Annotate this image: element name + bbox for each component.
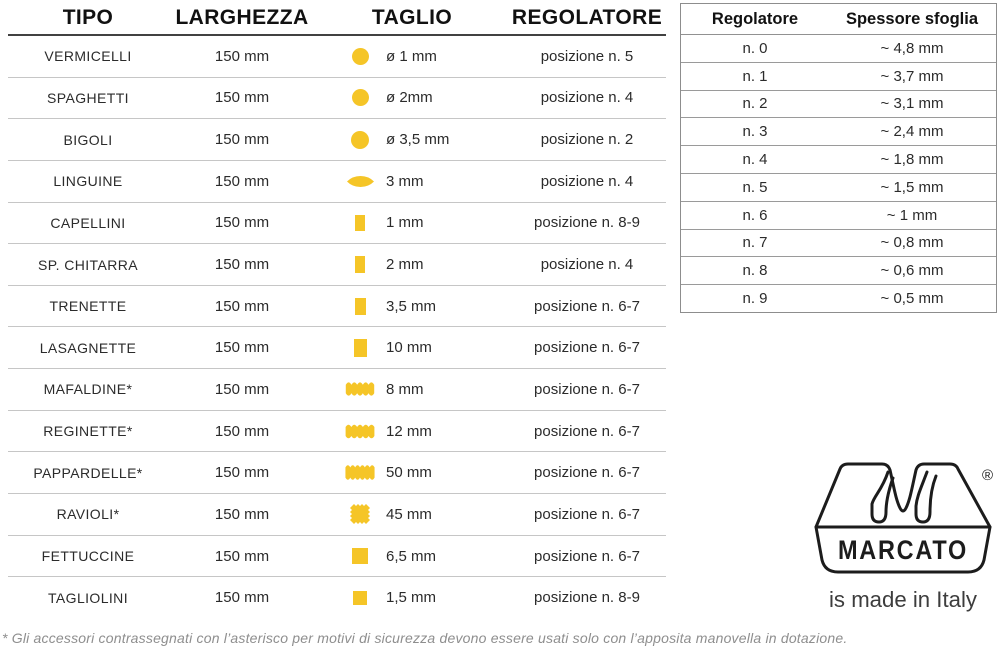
header-regolatore-col: Regolatore [711,9,799,28]
logo-registered-mark: ® [982,467,994,484]
pasta-type-cell: VERMICELLI [44,48,132,65]
taglio-shape-icon [342,587,378,609]
regolatore-position-cell: posizione n. 8-9 [534,589,640,607]
taglio-shape-icon [342,335,378,361]
regolatore-position-cell: posizione n. 6-7 [534,422,640,440]
pasta-table-body [8,36,666,618]
pasta-width-cell: 150 mm [214,131,270,149]
pasta-type-cell: MAFALDINE* [43,381,133,398]
pasta-width-cell: 150 mm [214,47,270,65]
regolatore-table [680,3,997,313]
pasta-table [8,2,666,618]
regolatore-position-cell: posizione n. 6-7 [534,297,640,315]
pasta-row [8,327,666,369]
regolatore-row [681,230,996,258]
regolatore-number-cell: n. 8 [742,262,768,280]
taglio-cell [316,44,508,69]
regolatore-number-cell: n. 5 [742,178,768,196]
regolatore-row [681,146,996,174]
regolatore-position-cell: posizione n. 6-7 [534,547,640,565]
pasta-row [8,577,666,618]
pasta-width-cell: 150 mm [214,505,270,523]
regolatore-row [681,91,996,119]
taglio-size-label: 12 mm [386,422,432,440]
pasta-width-cell: 150 mm [214,297,270,315]
regolatore-number-cell: n. 3 [742,123,768,141]
taglio-cell [316,544,508,568]
pasta-type-cell: RAVIOLI* [56,506,120,523]
logo-tagline: is made in Italy [829,587,977,612]
taglio-cell [316,172,508,191]
regolatore-position-cell: posizione n. 4 [540,172,634,190]
taglio-shape-icon [342,544,378,568]
regolatore-row [681,174,996,202]
pasta-type-cell: REGINETTE* [43,423,133,440]
spessore-value-cell: ~ 2,4 mm [880,123,944,141]
regolatore-row [681,63,996,91]
pasta-row [8,161,666,203]
pasta-type-cell: BIGOLI [63,131,113,148]
spessore-value-cell: ~ 3,1 mm [880,95,944,113]
pasta-row [8,494,666,536]
spessore-value-cell: ~ 4,8 mm [880,39,944,57]
spessore-value-cell: ~ 1,8 mm [880,151,944,169]
spessore-value-cell: ~ 0,6 mm [880,262,944,280]
pasta-width-cell: 150 mm [214,256,270,274]
spessore-value-cell: ~ 0,8 mm [880,234,944,252]
pasta-row [8,244,666,286]
spessore-value-cell: ~ 0,5 mm [880,290,944,308]
header-taglio: TAGLIO [371,6,453,29]
pasta-type-cell: TRENETTE [49,298,127,315]
pasta-row [8,411,666,453]
regolatore-number-cell: n. 7 [742,234,768,252]
regolatore-number-cell: n. 0 [742,39,768,57]
pasta-type-cell: FETTUCCINE [41,548,135,564]
taglio-cell [316,252,508,277]
taglio-size-label: ø 3,5 mm [386,131,450,149]
taglio-shape-icon [342,85,378,110]
taglio-shape-icon [342,460,378,485]
regolatore-row [681,257,996,285]
pasta-row [8,119,666,161]
taglio-size-label: 3 mm [386,172,424,190]
taglio-shape-icon [342,172,378,191]
regolatore-position-cell: posizione n. 6-7 [534,464,640,482]
taglio-size-label: ø 1 mm [386,47,437,65]
pasta-width-cell: 150 mm [214,339,270,357]
regolatore-position-cell: posizione n. 8-9 [534,214,640,232]
pasta-type-cell: TAGLIOLINI [48,589,128,606]
regolatore-number-cell: n. 9 [742,290,768,308]
pasta-type-cell: LINGUINE [53,173,123,190]
taglio-cell [316,127,508,153]
taglio-shape-icon [342,211,378,235]
spessore-value-cell: ~ 1,5 mm [880,178,944,196]
regolatore-position-cell: posizione n. 2 [540,131,634,149]
regolatore-number-cell: n. 6 [742,206,768,224]
header-spessore-col: Spessore sfoglia [845,9,979,28]
pasta-row [8,536,666,578]
pasta-width-cell: 150 mm [214,380,270,398]
pasta-row [8,78,666,120]
regolatore-position-cell: posizione n. 4 [540,256,634,274]
pasta-row [8,36,666,78]
pasta-row [8,203,666,245]
regolatore-row [681,35,996,63]
taglio-cell [316,587,508,609]
pasta-row [8,452,666,494]
regolatore-row [681,202,996,230]
regolatore-number-cell: n. 1 [742,67,768,85]
pasta-row [8,369,666,411]
regolatore-position-cell: posizione n. 5 [540,47,634,65]
regolatore-row [681,285,996,312]
marcato-logo [790,438,1000,620]
regolatore-number-cell: n. 4 [742,151,768,169]
header-regolatore: REGOLATORE [511,6,663,29]
pasta-width-cell: 150 mm [214,464,270,482]
taglio-size-label: ø 2mm [386,89,433,107]
taglio-cell [316,211,508,235]
taglio-shape-icon [342,378,378,400]
regolatore-position-cell: posizione n. 4 [540,89,634,107]
pasta-width-cell: 150 mm [214,89,270,107]
regolatore-position-cell: posizione n. 6-7 [534,505,640,523]
taglio-cell [316,335,508,361]
regolatore-position-cell: posizione n. 6-7 [534,339,640,357]
taglio-size-label: 2 mm [386,256,424,274]
taglio-cell [316,500,508,528]
pasta-width-cell: 150 mm [214,214,270,232]
taglio-shape-icon [342,127,378,153]
regolatore-table-header [681,4,996,35]
header-larghezza: LARGHEZZA [175,6,309,29]
taglio-size-label: 50 mm [386,464,432,482]
logo-brand-text: MARCATO [838,535,968,565]
taglio-size-label: 1,5 mm [386,589,437,607]
footnote: * Gli accessori contrassegnati con l’asterisco per motivi di sicurezza devono essere usati solo con l’apposita manovella in dotazione. [2,630,848,646]
taglio-size-label: 1 mm [386,214,424,232]
taglio-size-label: 3,5 mm [386,297,437,315]
pasta-type-cell: PAPPARDELLE* [33,464,143,481]
pasta-width-cell: 150 mm [214,547,270,565]
taglio-cell [316,378,508,400]
taglio-shape-icon [342,252,378,277]
pasta-type-cell: SP. CHITARRA [38,256,138,273]
pasta-width-cell: 150 mm [214,589,270,607]
pasta-row [8,286,666,328]
pasta-width-cell: 150 mm [214,172,270,190]
taglio-shape-icon [342,294,378,319]
spessore-value-cell: ~ 1 mm [886,206,938,224]
taglio-cell [316,85,508,110]
pasta-type-cell: LASAGNETTE [39,339,137,356]
taglio-size-label: 8 mm [386,380,424,398]
taglio-cell [316,460,508,485]
taglio-size-label: 6,5 mm [386,547,437,565]
taglio-size-label: 10 mm [386,339,432,357]
taglio-shape-icon [342,44,378,69]
regolatore-position-cell: posizione n. 6-7 [534,380,640,398]
regolatore-number-cell: n. 2 [742,95,768,113]
taglio-shape-icon [342,500,378,528]
regolatore-row [681,118,996,146]
regolatore-table-body [681,35,996,312]
taglio-size-label: 45 mm [386,505,432,523]
spessore-value-cell: ~ 3,7 mm [880,67,944,85]
pasta-width-cell: 150 mm [214,422,270,440]
taglio-cell [316,420,508,443]
pasta-table-header [8,2,666,36]
taglio-cell [316,294,508,319]
taglio-shape-icon [342,420,378,443]
header-tipo: TIPO [62,6,114,29]
pasta-type-cell: CAPELLINI [50,214,126,231]
pasta-type-cell: SPAGHETTI [47,89,129,106]
